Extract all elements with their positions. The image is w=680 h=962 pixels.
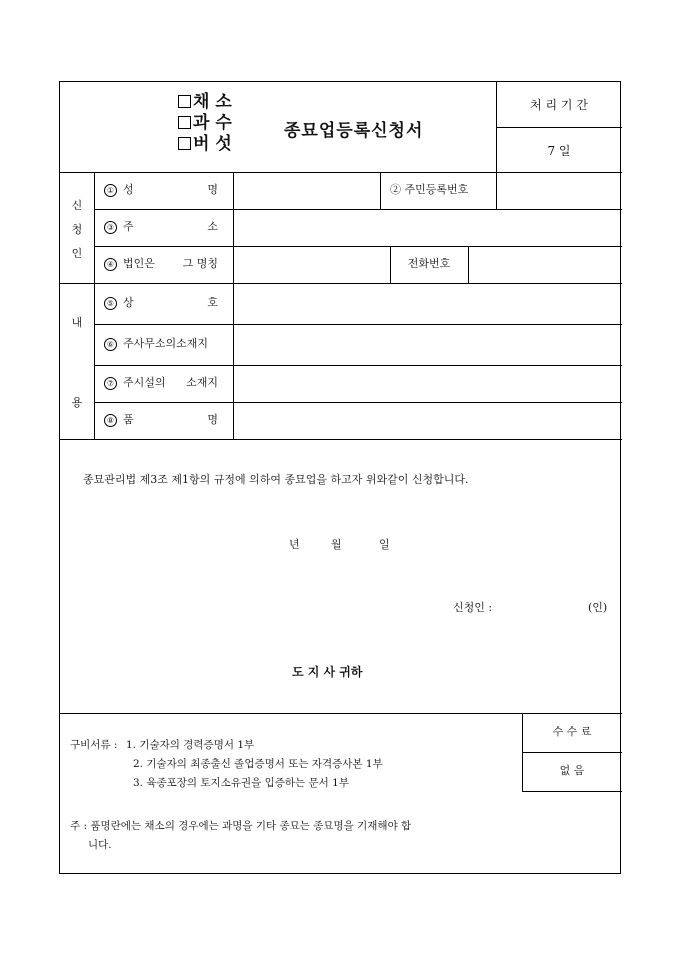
fee-label: 수 수 료 [552,725,592,738]
resident-number-label: ② 주민등록번호 [390,183,469,196]
note-line-1: 주 : 품명란에는 채소의 경우에는 과명을 기타 종묘는 종묘명을 기재해야 합 [70,820,412,832]
checkbox-icon[interactable] [178,95,191,108]
phone-field[interactable] [469,247,621,282]
recipient: 도 지 사 귀하 [292,665,363,679]
form-title: 종묘업등록신청서 [284,121,424,141]
note-line-2: 니다. [88,839,112,851]
item-name-field[interactable] [234,403,621,438]
facility-location-label: ⑦ 주시설의 소재지 [104,376,218,390]
corporation-name-field[interactable] [234,247,389,282]
name-field[interactable] [234,173,380,208]
content-section-label-bottom: 용 [71,396,83,409]
date-day: 일 [379,538,390,551]
attachment-item-1: 1. 기술자의 경력증명서 1부 [126,739,255,751]
date-year: 년 [289,538,300,551]
statement-text: 종묘관리법 제3조 제1항의 규정에 의하여 종묘업을 하고자 위와같이 신청합니다. [83,473,469,486]
option-vegetable[interactable]: 채 소 [178,92,232,113]
option-fruit-tree[interactable]: 과 수 [178,113,232,134]
processing-period-value: 7 일 [547,144,571,158]
resident-number-field[interactable] [497,173,621,208]
applicant-signature-field[interactable] [505,596,585,618]
date-month: 월 [331,538,342,551]
option-mushroom[interactable]: 버 섯 [178,134,232,155]
attachments-label: 구비서류 : [70,739,118,751]
trade-name-field[interactable] [234,284,621,323]
applicant-signature-label: 신청인 : [453,601,493,614]
trade-name-label: ⑤ 상 호 [104,296,218,310]
address-label: ③ 주 소 [104,220,218,234]
content-section-label-top: 내 [71,316,83,329]
address-field[interactable] [234,210,621,245]
checkbox-icon[interactable] [178,137,191,150]
applicant-section-label: 신 청 인 [71,199,83,260]
facility-location-field[interactable] [234,366,621,401]
name-label: ① 성 명 [104,183,218,197]
checkbox-icon[interactable] [178,116,191,129]
attachment-item-2: 2. 기술자의 최종출신 졸업증명서 또는 자격증사본 1부 [133,758,383,770]
seal-mark: (인) [588,601,608,614]
office-location-field[interactable] [234,325,621,364]
processing-period-label: 처 리 기 간 [530,98,588,112]
office-location-label: ⑥ 주사무소의소재지 [104,337,208,351]
item-name-label: ⑧ 품 명 [104,413,218,427]
option-list [178,92,232,155]
application-form [59,81,621,874]
attachment-item-3: 3. 육종포장의 토지소유권을 입증하는 문서 1부 [133,777,349,789]
fee-value: 없 음 [559,764,585,777]
corporation-name-label: ④ 법인은 그 명칭 [104,257,218,271]
phone-label: 전화번호 [407,257,451,270]
